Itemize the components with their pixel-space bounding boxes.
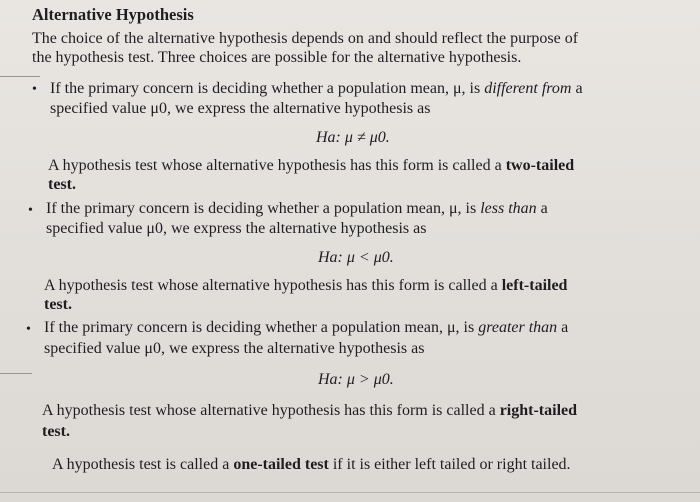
bullet-3-desc-end: test.: [42, 423, 70, 440]
bullet-1-desc-text: A hypothesis test whose alternative hypothesis has this form is called a: [48, 157, 506, 174]
bullet-1-desc: [48, 157, 574, 175]
bullet-2-text: If the primary concern is deciding whether a population mean, μ, is: [46, 200, 481, 217]
bullet-3-desc: [42, 402, 577, 420]
bullet-2-line-1: [46, 200, 548, 218]
closing-text-end: if it is either left tailed or right tailed.: [328, 456, 571, 473]
formula-left-tailed: Ha: μ < μ0.: [318, 249, 394, 266]
bullet-1-line-1: [50, 80, 583, 98]
term-two-tailed: two-tailed: [505, 157, 575, 174]
closing-text: A hypothesis test is called a: [52, 456, 234, 473]
bullet-3-text: If the primary concern is deciding whether a population mean, μ, is: [44, 319, 479, 336]
closing-statement: [52, 456, 571, 474]
bullet-3-marker: •: [26, 322, 31, 337]
formula-two-tailed: Ha: μ ≠ μ0.: [316, 129, 390, 146]
bullet-2-emphasis: less than: [480, 200, 537, 217]
bullet-1-text: If the primary concern is deciding whether a population mean, μ, is: [50, 80, 485, 97]
bullet-2-line-2: specified value μ0, we express the alternative hypothesis as: [46, 220, 427, 237]
term-one-tailed: one-tailed test: [233, 456, 329, 473]
bullet-2-marker: •: [28, 203, 33, 218]
bullet-1-desc-end: test.: [48, 176, 76, 193]
margin-rule: [0, 76, 40, 77]
formula-right-tailed: Ha: μ > μ0.: [318, 371, 394, 388]
bullet-1-line-2: specified value μ0, we express the alternative hypothesis as: [50, 100, 431, 117]
bullet-1-marker: •: [32, 82, 37, 97]
bullet-2-desc-text: A hypothesis test whose alternative hypothesis has this form is called a: [44, 277, 502, 294]
term-left-tailed: left-tailed: [501, 277, 568, 294]
bullet-3-emphasis: greater than: [478, 319, 558, 336]
margin-rule-2: [0, 373, 32, 374]
bullet-2-desc: [44, 277, 567, 295]
bullet-3-desc-text: A hypothesis test whose alternative hypothesis has this form is called a: [42, 402, 500, 419]
intro-line-2: the hypothesis test. Three choices are possible for the alternative hypothesis.: [32, 49, 522, 66]
bullet-2-desc-end: test.: [44, 296, 72, 313]
bullet-2-text-end: a: [536, 200, 548, 217]
intro-line-1: The choice of the alternative hypothesis depends on and should reflect the purpose of: [32, 30, 579, 47]
bullet-1-text-end: a: [571, 80, 583, 97]
term-right-tailed: right-tailed: [499, 402, 578, 419]
bullet-3-text-end: a: [557, 319, 569, 336]
section-title: Alternative Hypothesis: [32, 5, 194, 24]
bullet-1-emphasis: different from: [484, 80, 572, 97]
bottom-rule: [0, 492, 700, 493]
bullet-3-line-2: specified value μ0, we express the alternative hypothesis as: [44, 340, 425, 357]
bullet-3-line-1: [44, 319, 568, 337]
